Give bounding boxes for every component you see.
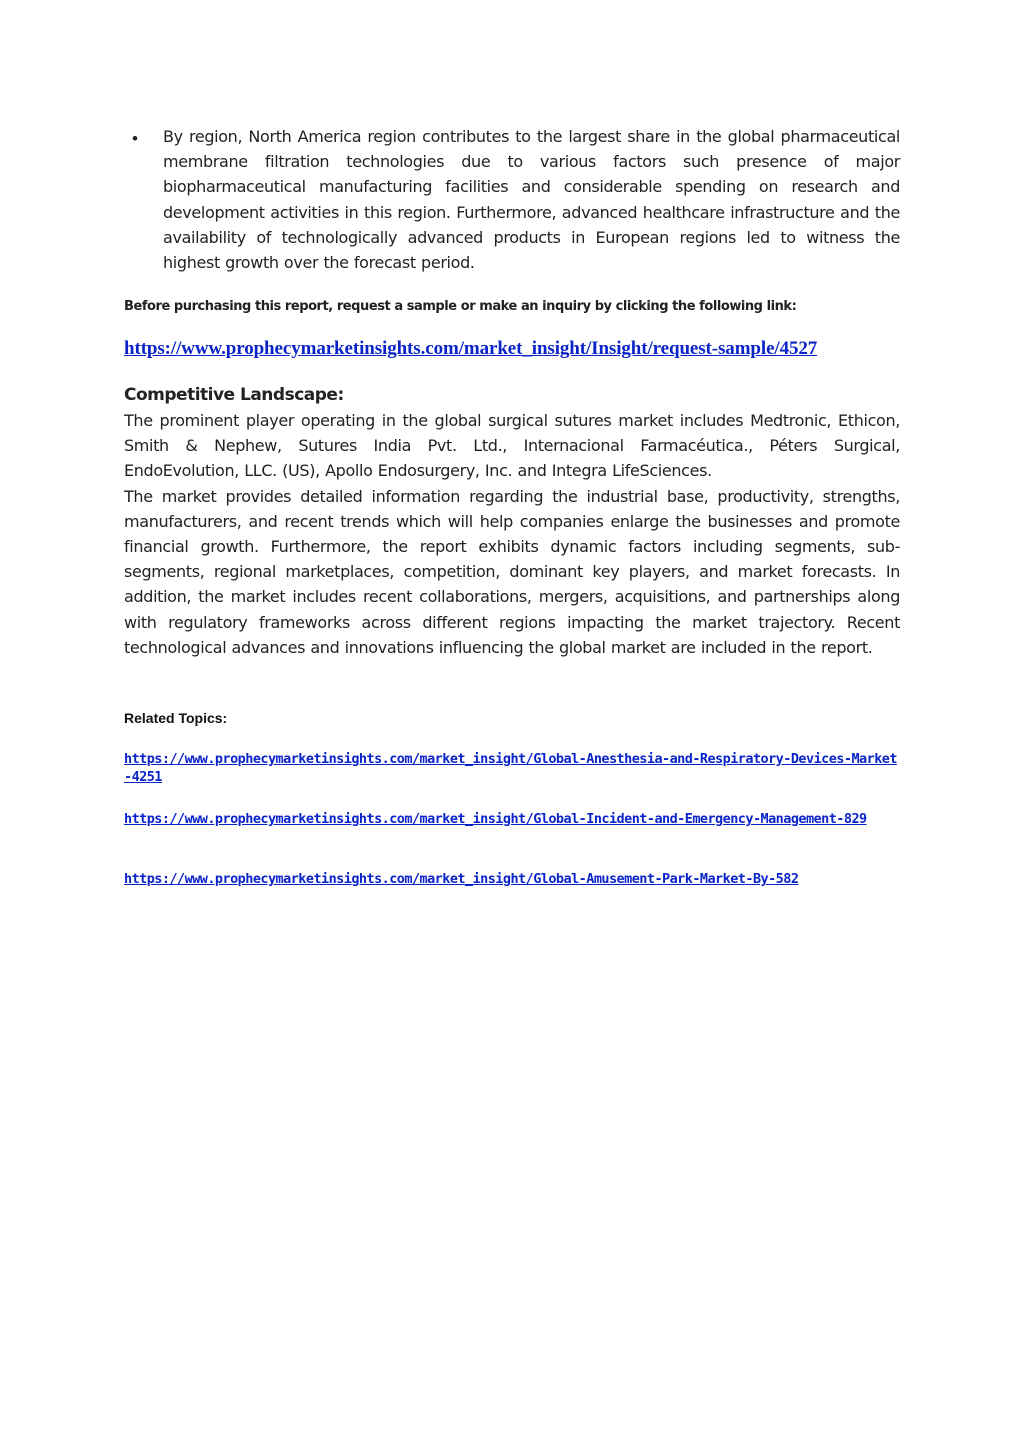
related-topics-heading: Related Topics:: [124, 710, 228, 726]
request-sample-link[interactable]: https://www.prophecymarketinsights.com/market_insight/Insight/request-sample/4527: [124, 338, 818, 359]
competitive-landscape-body: [124, 408, 900, 660]
region-bullet-text: By region, North America region contributes to the largest share in the global pharmaceutical membrane filtration technologies due to various factors such presence of major biopharmaceutical manufacturing facilities and considerable spending on research and development activities in this region. Furthermore, advanced healthcare infrastructure and the availability of technologically advanced products in European regions led to witness the highest growth over the forecast period.: [163, 127, 900, 273]
related-topic-link-amusement-park[interactable]: https://www.prophecymarketinsights.com/market_insight/Global-Amusement-Park-Market-By-582: [124, 871, 799, 887]
related-topic-link-anesthesia[interactable]: https://www.prophecymarketinsights.com/market_insight/Global-Anesthesia-and-Respiratory-Devices-Market-4251: [124, 751, 897, 785]
bullet-marker: •: [132, 129, 138, 148]
competitive-paragraph-market: The market provides detailed information regarding the industrial base, productivity, strengths, manufacturers, and recent trends which will help companies enlarge the businesses and promote financial growth. Furthermore, the report exhibits dynamic factors including segments, sub-segments, regional marketplaces, competition, dominant key players, and market forecasts. In addition, the market includes recent collaborations, mergers, acquisitions, and partnerships along with regulatory frameworks across different regions impacting the market trajectory. Recent technological advances and innovations influencing the global market are included in the report.: [124, 486, 900, 657]
inquiry-prompt: Before purchasing this report, request a sample or make an inquiry by clicking the following link:: [124, 299, 797, 314]
competitive-paragraph-players: The prominent player operating in the global surgical sutures market includes Medtronic, Ethicon, Smith & Nephew, Sutures India Pvt. Ltd., Internacional Farmacéutica., Péters Surgical, EndoEvolution, LLC. (US), Apollo Endosurgery, Inc. and Integra LifeSciences.: [124, 411, 900, 481]
related-topic-link-incident[interactable]: https://www.prophecymarketinsights.com/market_insight/Global-Incident-and-Emergency-Management-829: [124, 811, 867, 827]
region-bullet-item: [124, 124, 900, 275]
competitive-landscape-heading: Competitive Landscape:: [124, 385, 344, 405]
